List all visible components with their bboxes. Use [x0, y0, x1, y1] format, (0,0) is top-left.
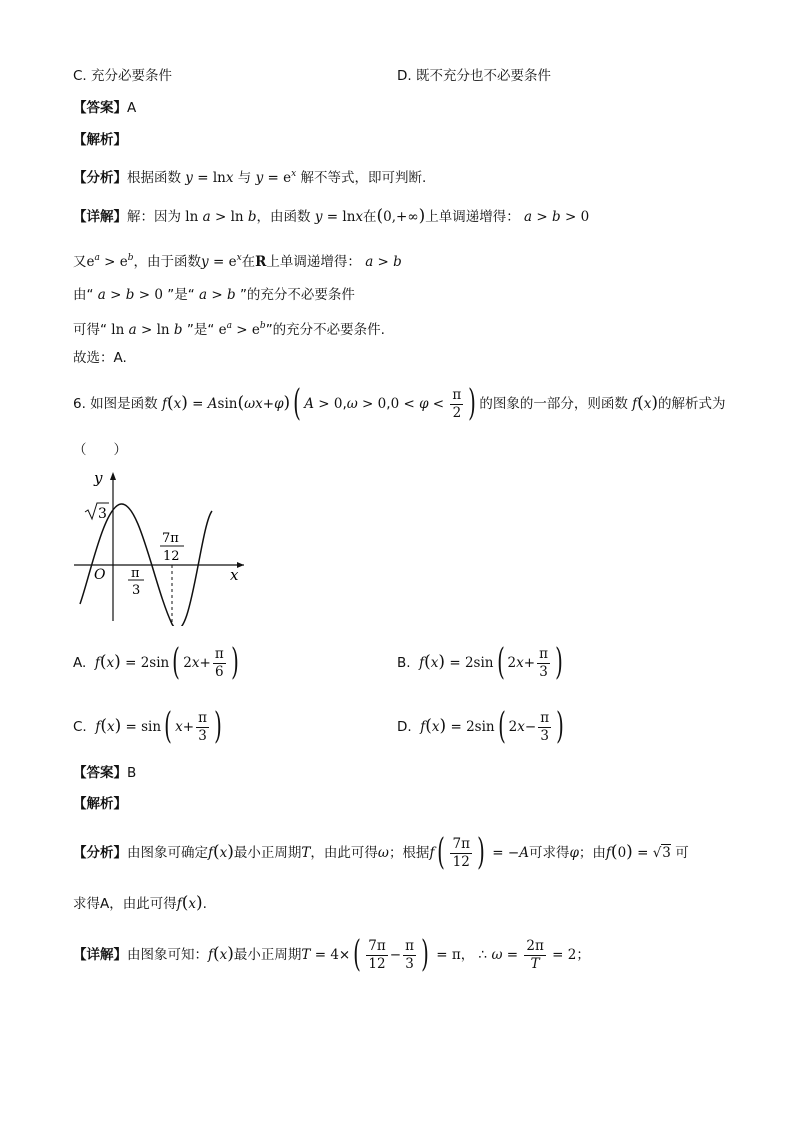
- option-label: C.: [73, 719, 87, 735]
- xiangjie-text: 最小正周期: [233, 947, 302, 963]
- detail-text: 上单调递增得：: [266, 254, 361, 270]
- y-axis-arrow: [110, 472, 116, 480]
- answer-paren: （ ）: [73, 442, 127, 458]
- fenxi-text: 由图象可确定: [127, 845, 208, 861]
- detail-text: 由“: [73, 287, 94, 303]
- option-b: B. f(x) = 2sin( 2x+ $\frac{\pi}{3}$ ): [397, 642, 563, 683]
- detail-text: ”的充分不必要条件: [239, 287, 355, 303]
- tick-pi-3-den: 3: [132, 583, 141, 598]
- y-label: y: [94, 469, 103, 487]
- detail-text: ”的充分不必要条件.: [265, 322, 385, 338]
- detail-line-3: 由“ a > b > 0 ”是“ a > b ”的充分不必要条件: [73, 287, 355, 303]
- option-a: A. f(x) = 2sin( 2x+ $\frac{\pi}{6}$ ): [73, 642, 239, 683]
- x-label: x: [230, 566, 239, 584]
- tick-pi-3-num: π: [131, 566, 140, 581]
- xiangjie-text: ，由函数: [256, 209, 311, 225]
- fenxi-text: ；由: [578, 845, 606, 861]
- fenxi-line: 【分析】根据函数 y = lnx 与 $y = e^x$ 解不等式，即可判断.: [73, 169, 427, 186]
- fenxi-text: ，由此可得: [310, 845, 378, 861]
- fenxi-text: 根据函数: [127, 170, 181, 186]
- answer-value: B: [127, 765, 137, 781]
- option-d-6: D. f(x) = 2sin( 2x− $\frac{\pi}{3}$ ): [397, 706, 564, 747]
- answer-tag: 【答案】: [73, 100, 127, 116]
- fenxi-tag: 【分析】: [73, 170, 127, 186]
- detail-line-2: 又$e^a > e^b$，由于函数$y = e^x$在R上单调递增得： a > b: [73, 253, 402, 270]
- option-label: A.: [73, 655, 87, 671]
- stem-text: 6. 如图是函数: [73, 396, 158, 412]
- tick-7pi-12-num: 7π: [162, 531, 179, 546]
- tick-7pi-12-den: 12: [163, 549, 180, 564]
- xiangjie-text: 上单调递增得：: [425, 209, 520, 225]
- conclusion: 故选：A.: [73, 350, 127, 366]
- answer-tag: 【答案】: [73, 765, 127, 781]
- xiangjie-line-6: 【详解】由图象可知：f(x)最小正周期T = 4×( $\frac{7\pi}{12}$ − $\frac{\pi}{3}$ ) = π， ∴ ω = $\frac{2\pi}{T}$ = 2；: [73, 934, 590, 975]
- detail-line-4: 可得“ ln a > ln b ”是“ $e^a > e^b$”的充分不必要条件.: [73, 321, 385, 338]
- jiexi-tag: 【解析】: [73, 132, 127, 148]
- fenxi-tag: 【分析】: [73, 845, 127, 861]
- function-graph: [72, 466, 252, 626]
- option-label: D.: [397, 719, 412, 735]
- stem-text: 的图象的一部分，则函数: [479, 396, 628, 412]
- fenxi-text: ；根据: [388, 845, 430, 861]
- origin-label: O: [94, 567, 106, 583]
- answer-line: [73, 98, 136, 118]
- fenxi-line-6: 【分析】由图象可确定f(x)最小正周期T，由此可得ω；根据f( $\frac{7\pi}{12}$ ) = −A可求得φ；由f(0) = √3 可: [73, 832, 689, 873]
- xiangjie-text: 由图象可知：: [127, 947, 208, 963]
- fenxi-text: 与: [237, 170, 252, 186]
- xiangjie-tag: 【详解】: [73, 947, 127, 963]
- answer-line-6: [73, 763, 136, 783]
- detail-text: ”是“: [186, 322, 215, 338]
- option-c-6: C. f(x) = sin( x+ $\frac{\pi}{3}$ ): [73, 706, 222, 747]
- fenxi-text: 可: [675, 845, 689, 861]
- fenxi-line-6b: 求得A，由此可得f(x).: [73, 893, 207, 913]
- detail-text: ”是“: [167, 287, 195, 303]
- question-6-stem: 6. 如图是函数 f(x) = Asin(ωx+φ)( A > 0,ω > 0,0 < φ < $\frac{\pi}{2}$ ) 的图象的一部分，则函数 f(x)的解析式为: [73, 383, 726, 424]
- option-c: C. 充分必要条件: [73, 68, 173, 84]
- answer-value: A: [127, 100, 137, 116]
- xiangjie-text: 在: [363, 209, 377, 225]
- option-label: B.: [397, 655, 411, 671]
- jiexi-tag-6: 【解析】: [73, 796, 127, 812]
- fenxi-text: 可求得: [528, 845, 570, 861]
- xiangjie-text: 解：因为: [127, 209, 181, 225]
- xiangjie-line: 【详解】解：因为 ln a > ln b，由函数 y = lnx在(0,+∞)上单调递增得： a > b > 0: [73, 206, 590, 226]
- fenxi-text: 最小正周期: [233, 845, 302, 861]
- fenxi-text: 解不等式，即可判断.: [300, 170, 427, 186]
- fenxi-text: 求得A，由此可得: [73, 896, 177, 912]
- detail-text: 可得“: [73, 322, 107, 338]
- detail-text: ，由于函数: [133, 254, 202, 270]
- stem-text: 的解析式为: [658, 396, 726, 412]
- sqrt3-value: 3: [98, 506, 107, 522]
- xiangjie-tag: 【详解】: [73, 209, 127, 225]
- option-d: D. 既不充分也不必要条件: [397, 68, 551, 84]
- detail-text: 在: [241, 254, 256, 270]
- detail-text: 又: [73, 254, 87, 270]
